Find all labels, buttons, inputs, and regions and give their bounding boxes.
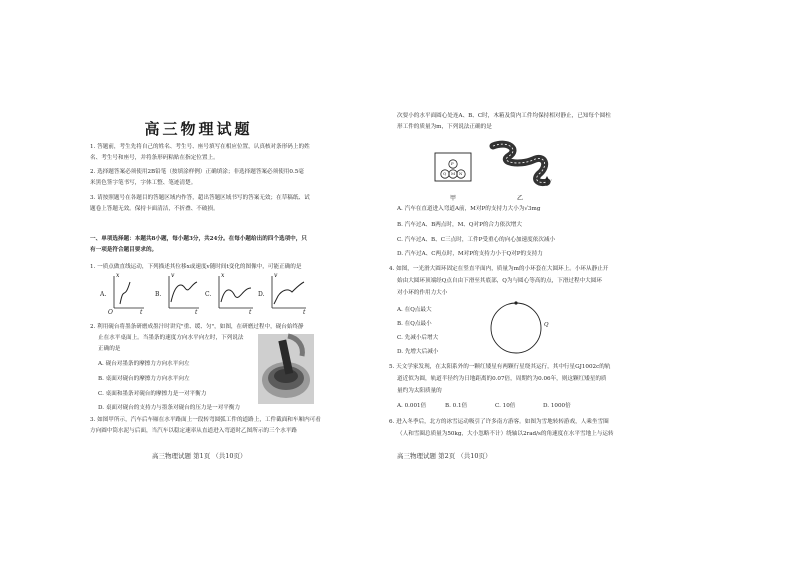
- q1-graph-c: [215, 274, 255, 312]
- q5-option-b: B. 0.1倍: [445, 403, 468, 409]
- velocity-label: v: [549, 179, 552, 184]
- figure-yi-road: [489, 136, 555, 188]
- q2-option-a: A. 砚台对墨条的摩擦力方向水平向左: [98, 361, 190, 367]
- q1-graph-b: [165, 274, 201, 312]
- question-6-line: （人和雪圈总质量为50kg，大小忽略不计）绕轴以2rad/s的角速度在水平雪地上与运转: [397, 431, 614, 437]
- question-2-line: 正确的是: [98, 346, 121, 352]
- q1-option-c-label: C.: [205, 291, 212, 298]
- inkstone-photo: [258, 334, 314, 404]
- q1-t-label: t: [303, 309, 306, 316]
- question-3-cont: 次要小的水平面圆心处连A、B、C时，木箱及筒内工件均保持相对静止，已知每个圆柱: [397, 113, 611, 119]
- q1-axis-label: v: [171, 272, 175, 279]
- cylinder-label-n: N: [459, 171, 463, 176]
- q4-option-d: D. 先增大后减小: [397, 349, 439, 355]
- section-heading: 一、单项选择题：本题共8小题，每小题3分，共24分。在每小题给出的四个选项中，只: [90, 236, 307, 242]
- page-footer: 高三物理试题 第1页 （共10页）: [152, 452, 247, 460]
- q4-option-b: B. 在Q点最小: [397, 321, 432, 327]
- right-page: [389, 0, 794, 561]
- page-footer: 高三物理试题 第2页 （共10页）: [397, 452, 492, 460]
- q2-option-b: B. 桌面对砚台的摩擦力方向水平向左: [98, 376, 190, 382]
- q1-graph-a: [110, 274, 146, 312]
- q4-option-a: A. 在Q点最大: [397, 307, 432, 313]
- question-4: 4. 如图，一光滑大圆环固定在竖直平面内，质量为m的小环套在大圆环上。小环从静止开: [389, 266, 609, 272]
- question-5-line: 道近似为圆，轨道半径约为日地距离的0.07倍，周期约为0.06年，则这颗红矮星的质: [397, 376, 607, 382]
- section-heading-cont: 有一项是符合题目要求的。: [90, 247, 158, 253]
- ring-point-q: Q: [544, 322, 549, 328]
- question-1: 1. 一质点做直线运动，下列描述其位移x或速度v随时间t变化的图像中，可能正确的是: [90, 264, 302, 270]
- cylinder-label-q: Q: [443, 171, 447, 176]
- q1-t-label: t: [195, 309, 198, 316]
- q3-option-a: A. 汽车在直道进入弯道A前，M对P的支持力大小为√3mg: [397, 206, 541, 212]
- q1-origin: O: [108, 309, 113, 316]
- question-3-line: 方向圆中筒水泥与后面，当汽车以稳定速率从直道进入弯道时乙图所示的三个水平路: [90, 428, 297, 434]
- note-line: 米黑色签字笔书写，字体工整、笔迹清楚。: [90, 180, 197, 186]
- figure-jia-box: [434, 152, 472, 184]
- question-3: 3. 如图甲所示，汽车后车厢在水平路面上一段转弯圆弧工件的道路上，工件截面和车厢内可看: [90, 417, 321, 423]
- q1-axis-label: x: [116, 272, 120, 279]
- figure-label-jia: 甲: [450, 195, 457, 202]
- q1-t-label: t: [140, 309, 143, 316]
- q2-option-c: C. 桌面和墨条对砚台的摩擦力是一对平衡力: [98, 391, 207, 397]
- q1-axis-label: v: [274, 272, 278, 279]
- note-line: 3. 请按照题号在各题目的答题区域内作答，超出答题区域书写的答案无效；在草稿纸、试: [90, 195, 310, 201]
- ring-diagram: [489, 298, 545, 358]
- q1-option-a-label: A.: [100, 291, 107, 298]
- q1-graph-d: [268, 274, 308, 312]
- figure-label-yi: 乙: [517, 195, 524, 202]
- question-2: 2. 利用砚台将墨条研磨成墨汁时讲究"重、缓、匀"，如图，在研磨过程中，砚台始终静: [90, 324, 304, 330]
- question-5: 5. 天文学家发现，在太阳系外的一颗红矮星有两颗行星绕其运行，其中行星GJ1002c的轨: [389, 364, 611, 370]
- note-line: 1. 答题前，考生先将自己的姓名、考生号、座号填写在相应位置，认真核对条形码上的姓: [90, 144, 310, 150]
- q3-option-b: B. 汽车过A、B两点时，M、Q对P的合力依次增大: [397, 222, 522, 228]
- question-2-line: 止在水平桌面上。当墨条的速度方向水平向左时，下列说法: [98, 335, 244, 341]
- q1-axis-label: x: [221, 272, 225, 279]
- note-line: 题卷上答题无效。保持卡面清洁，不折叠、不破损。: [90, 206, 219, 212]
- q2-option-d: D. 桌面对砚台的支持力与墨条对砚台的压力是一对平衡力: [98, 405, 241, 411]
- question-3-cont: 形工件的质量为m，下列说法正确的是: [397, 124, 492, 130]
- q1-option-b-label: B.: [155, 291, 162, 298]
- q3-option-c: C. 汽车过A、B、C三点时，工件P受重心的向心加速度依次减小: [397, 237, 556, 243]
- cylinder-label-m: M: [451, 171, 456, 176]
- q3-option-d: D. 汽车过A、C两点时，M对P的支持力小于Q对P的支持力: [397, 251, 543, 257]
- question-4-line: 对小环的作用力大小: [397, 290, 448, 296]
- q4-option-c: C. 先减小后增大: [397, 335, 439, 341]
- note-line: 2. 选择题答案必须使用2B铅笔（按填涂样例）正确填涂；非选择题答案必须使用0.5毫: [90, 169, 304, 175]
- question-4-line: 始由大圆环顶端经Q点自由下滑至其底部，Q为与圆心等高的点，下滑过程中大圆环: [397, 278, 602, 284]
- q5-option-a: A. 0.001倍: [397, 403, 427, 409]
- question-5-line: 量约为太阳质量的: [397, 388, 442, 394]
- q5-option-c: C. 10倍: [495, 403, 516, 409]
- page-title: 高三物理试题: [144, 120, 253, 138]
- q1-t-label: t: [249, 309, 252, 316]
- q5-option-d: D. 1000倍: [543, 403, 571, 409]
- question-6: 6. 进入冬季后，北方的冰雪运动吸引了许多南方游客。如图为雪地转转游戏，人乘坐雪圈: [389, 419, 609, 425]
- note-line: 名、考生号和座号，并将条形码粘贴在指定位置上。: [90, 155, 219, 161]
- cylinder-label-p: P: [451, 161, 454, 166]
- q1-option-d-label: D.: [258, 291, 265, 298]
